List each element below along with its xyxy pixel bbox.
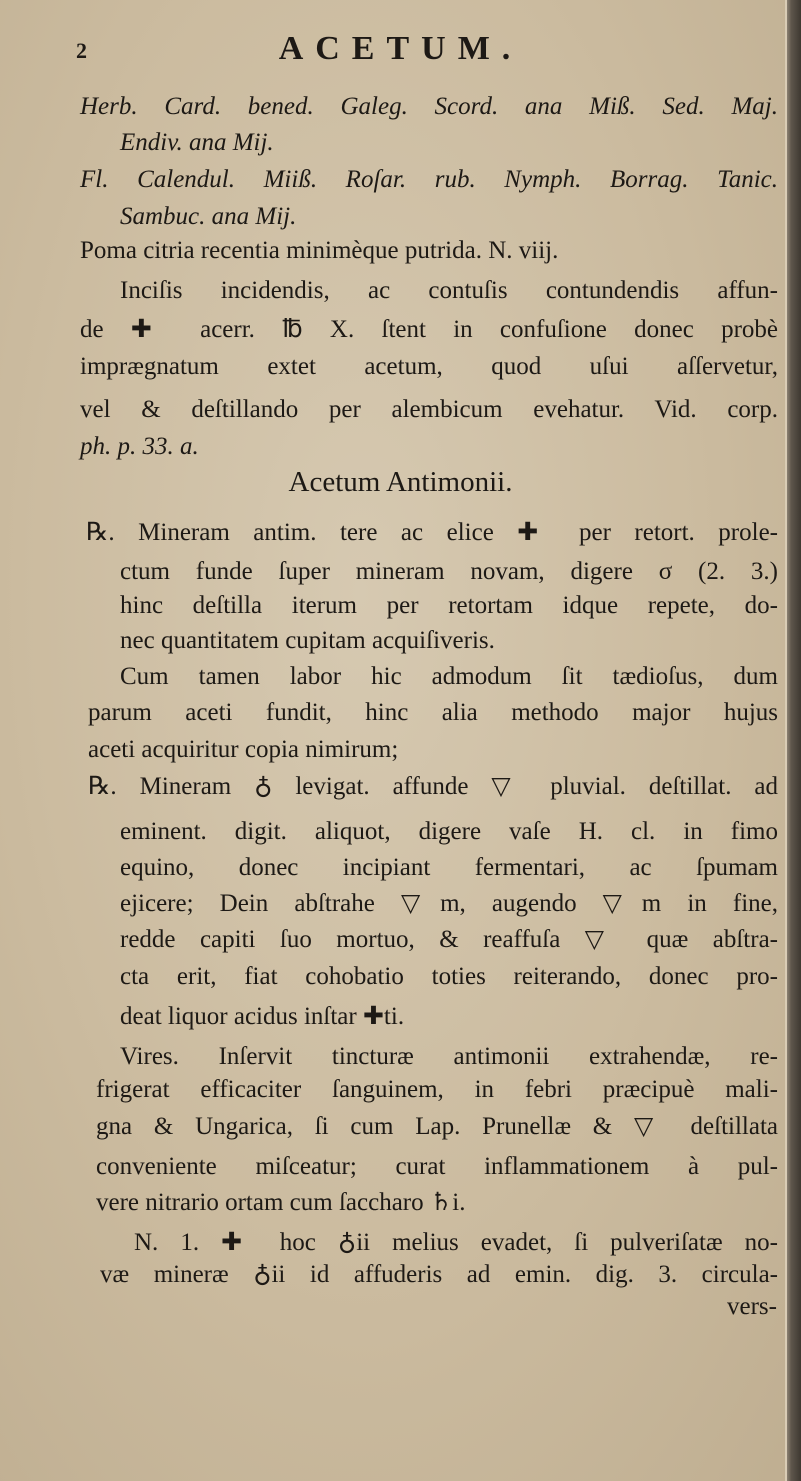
text-line: Herb. Card. bened. Galeg. Scord. ana Miß. Sed. Maj. [80,93,778,120]
text-line: imprægnatum extet acetum, quod uſui aſſervetur, [80,353,778,380]
text-line: Vires. Inſervit tincturæ antimonii extrahendæ, re- [120,1043,778,1070]
text-line: Sambuc. ana Mij. [120,203,297,230]
text-line: vel & deſtillando per alembicum evehatur. Vid. corp. [80,396,778,423]
text-line: eminent. digit. aliquot, digere vaſe H. cl. in fimo [120,818,778,845]
text-line: Cum tamen labor hic admodum ſit tædioſus, dum [120,663,778,690]
text-line: deat liquor acidus inſtar ✚ti. [120,1003,405,1030]
text-line: ejicere; Dein abſtrahe ▽m, augendo ▽m in fine, [120,890,778,917]
text-line: redde capiti ſuo mortuo, & reaffuſa ▽ quæ abſtra- [120,926,778,953]
text-line: Fl. Calendul. Miiß. Roſar. rub. Nymph. Borrag. Tanic. [80,166,778,193]
section-title: Acetum Antimonii. [288,466,513,498]
text-line: ℞. Mineram antim. tere ac elice ✚ per retort. prole- [86,519,778,546]
text-line: cta erit, fiat cohobatio toties reiterando, donec pro- [120,963,778,990]
running-head: ACETUM. [278,30,523,67]
text-line: de ✚ acerr. ℔ X. ſtent in confuſione donec probè [80,316,778,343]
text-line: vere nitrario ortam cum ſaccharo ♄i. [96,1189,466,1216]
catchword: vers- [727,1293,777,1320]
text-line: aceti acquiritur copia nimirum; [88,736,399,763]
text-line: Inciſis incidendis, ac contuſis contundendis affun- [120,277,778,304]
text-line: ℞. Mineram ♁ levigat. affunde ▽ pluvial. deſtillat. ad [88,773,778,800]
text-line: ctum funde ſuper mineram novam, digere σ (2. 3.) [120,558,778,585]
text-line: equino, donec incipiant fermentari, ac ſpumam [120,854,778,881]
text-line: conveniente miſceatur; curat inflammationem à pul- [96,1153,778,1180]
text-line: Poma citria recentia minimèque putrida. N. viij. [80,237,559,264]
text-line: hinc deſtilla iterum per retortam idque repete, do- [120,592,778,619]
text-line: frigerat efficaciter ſanguinem, in febri præcipuè mali- [96,1076,778,1103]
text-line: ph. p. 33. a. [80,433,199,460]
page-number: 2 [76,38,87,63]
book-edge [787,0,801,1481]
text-line: gna & Ungarica, ſi cum Lap. Prunellæ & ▽ deſtillata [96,1113,778,1140]
text-line: nec quantitatem cupitam acquiſiveris. [120,627,495,654]
text-line: Endiv. ana Mij. [120,129,274,156]
text-line: væ mineræ ♁ii id affuderis ad emin. dig. 3. circula- [100,1261,778,1288]
text-line: parum aceti fundit, hinc alia methodo major hujus [88,699,778,726]
text-line: N. 1. ✚ hoc ♁ii melius evadet, ſi pulveriſatæ no- [134,1229,778,1256]
